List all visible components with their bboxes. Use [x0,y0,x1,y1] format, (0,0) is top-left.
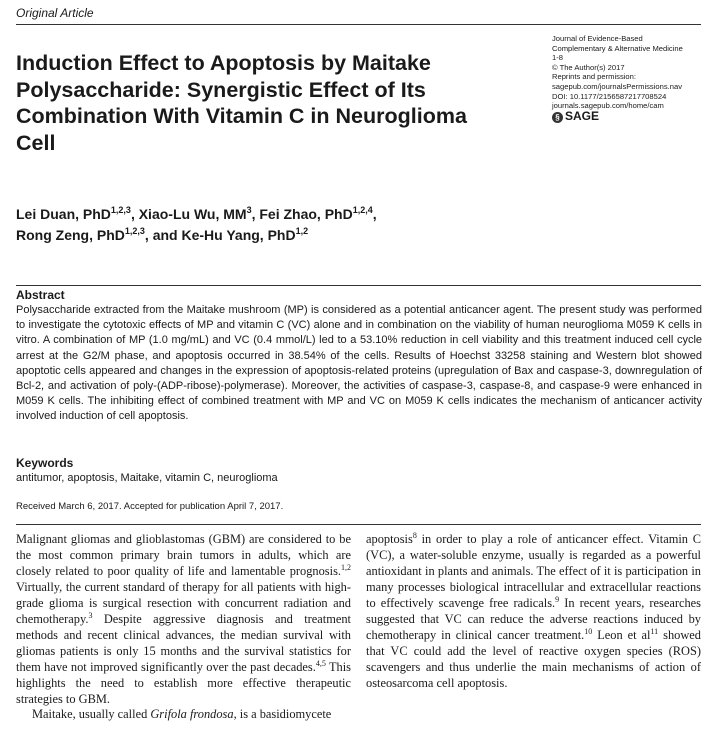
author-name: Lei Duan, PhD [16,206,111,222]
journal-info-line: Reprints and permission: [552,72,636,82]
citation-ref[interactable]: 11 [650,626,659,636]
journal-info-line: Journal of Evidence-Based [552,34,643,43]
body-text: , is a basidiomycete [233,707,332,722]
body-text: Malignant gliomas and glioblastomas (GBM) are considered to be the most common primary brain tumors in adults, which are closely related to poor quality of life and lamentable prognosis. [16,532,351,578]
citation-ref[interactable]: 9 [555,594,560,604]
body-divider [16,524,701,525]
body-column-left [16,532,351,723]
citation-ref[interactable]: 3 [88,610,93,620]
journal-info-line[interactable]: DOI: 10.1177/2156587217708524 [552,91,667,101]
header-divider [16,24,701,25]
journal-info-line: Complementary & Alternative Medicine [552,43,683,53]
body-text: in order to play a role of anticancer effect. Vitamin C (VC), a water-soluble enzyme, usually is regarded as a powerful antioxidant in plants and animals. The effect of it is participation in many processes biological intracellular and extracellular reactions to effectively scavenge free radicals. [366,532,701,610]
author-separator: , [251,206,260,222]
body-text: apoptosis [366,532,413,546]
sage-wordmark: SAGE [565,109,600,124]
journal-info-line: 1-8 [552,53,563,63]
citation-ref[interactable]: 1,2 [341,562,351,572]
body-paragraph [16,532,351,707]
body-paragraph [16,707,351,723]
author-name: Rong Zeng, PhD [16,227,125,243]
body-text: This highlights the need to establish more effective therapeutic strategies to GBM. [16,659,351,706]
citation-ref[interactable]: 10 [584,626,593,636]
author-separator: , and [144,227,182,243]
journal-info [552,34,712,123]
received-date: Received March 6, 2017. Accepted for publication April 7, 2017. [16,501,284,512]
abstract-text: Polysaccharide extracted from the Maitake mushroom (MP) is considered as a potential anticancer agent. The present study was performed to investigate the cytotoxic effects of MP and vitamin C (VC) alone and in combination on the viability of human neuroglioma M059 K cells in vitro. A combination of MP (1.0 mg/mL) and VC (0.4 mmol/L) led to a 53.10% reduction in cell viability and this treatment induced cell cycle arrest at the G2/M phase, and apoptosis occurred in 38.54% of the cells. Results of Hoechst 33258 staining and Western blot showed apoptotic cells appeared and changes in the expression of apoptosis-related proteins (upregulation of Bax and caspase-3, downregulation of Bcl-2, and activation of poly-(ADP-ribose)-polymerase). Moreover, the activities of caspase-3, caspase-8, and caspase-9 were enhanced in M059 K cells. The inhibiting effect of combined treatment with MP and VC on M059 K cells indicates the mechanism of anticancer activity involved induction of cell apoptosis. [16,304,702,423]
author-separator: , [372,206,377,222]
author-affiliation: 1,2,3 [110,205,131,215]
sage-logo [552,109,712,124]
author-separator: , [130,206,139,222]
body-text: showed that VC could add the level of reactive oxygen species (ROS) scavengers and thus underlie the main mechanisms of action of osteosarcoma cell apoptosis. [366,627,701,690]
keywords-heading: Keywords [16,456,74,470]
author-name: Fei Zhao, PhD [259,206,353,222]
author-affiliation: 1,2,4 [352,205,373,215]
citation-ref[interactable]: 4,5 [315,658,326,668]
author-affiliation: 3 [246,205,252,215]
article-type-label: Original Article [16,6,94,20]
body-paragraph [366,532,701,692]
author-name: Ke-Hu Yang, PhD [181,227,296,243]
author-list [16,204,536,246]
keywords-text: antitumor, apoptosis, Maitake, vitamin C, neuroglioma [16,472,278,484]
body-text: Maitake, usually called [32,707,151,722]
body-column-right [366,532,701,692]
species-name: Grifola frondosa [150,707,234,722]
author-affiliation: 1,2,3 [124,226,145,236]
article-title: Induction Effect to Apoptosis by Maitake Polysaccharide: Synergistic Effect of Its Combination With Vitamin C in Neuroglioma Cell [16,51,467,155]
body-text: In recent years, researches suggested that VC can reduce the adverse reactions induced by chemotherapy in clinical cancer treatment. [366,595,701,642]
author-name: Xiao-Lu Wu, MM [138,206,247,222]
citation-ref[interactable]: 8 [412,531,417,540]
body-text: Virtually, the current standard of therapy for all patients with high-grade glioma is surgical resection with concurrent radiation and chemotherapy. [16,579,351,626]
abstract-heading: Abstract [16,288,65,302]
body-text: Despite aggressive diagnosis and treatment methods and recent clinical advances, the median survival with gliomas patients is only 15 months and the survival statistics for them have not improved significantly over the past decades. [16,611,351,674]
sage-mark-icon: § [552,112,563,123]
journal-info-line[interactable]: sagepub.com/journalsPermissions.nav [552,81,683,91]
journal-info-line: © The Author(s) 2017 [552,62,625,72]
journal-info-line[interactable]: journals.sagepub.com/home/cam [552,101,664,111]
body-text: Leon et al [592,627,651,642]
abstract-divider [16,285,701,286]
author-affiliation: 1,2 [295,226,309,236]
